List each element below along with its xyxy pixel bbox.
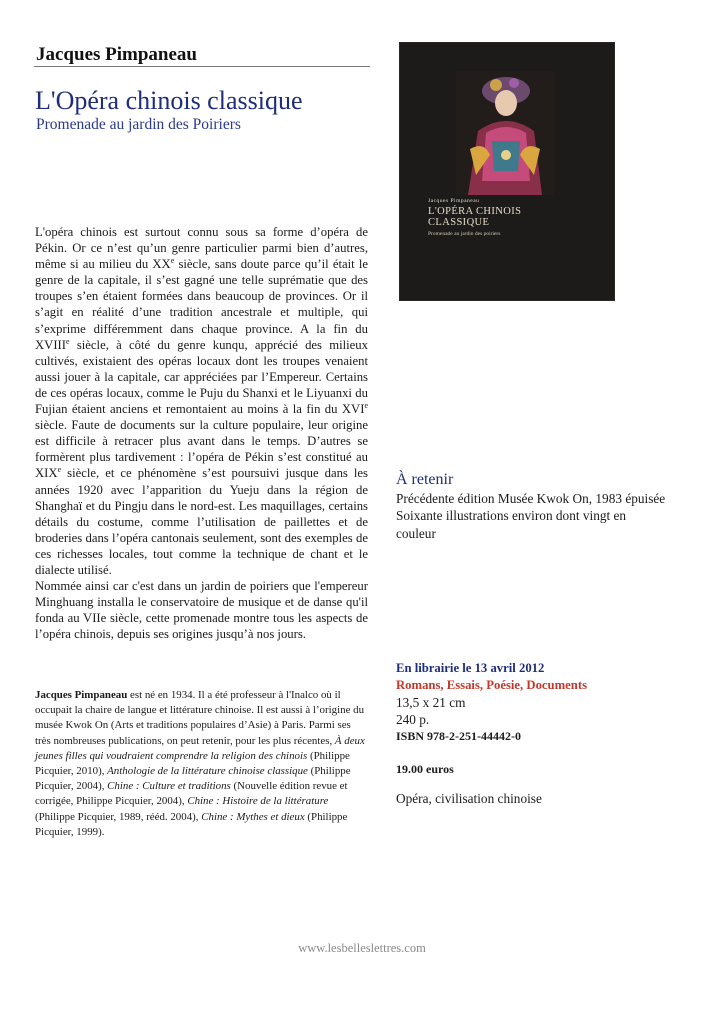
header-rule — [34, 66, 370, 67]
book-pages: 240 p. — [396, 712, 430, 727]
book-title: L'Opéra chinois classique — [35, 86, 303, 115]
book-price: 19.00 euros — [396, 762, 454, 776]
book-subject: Opéra, civilisation chinoise — [396, 791, 542, 806]
footer-url[interactable]: www.lesbelleslettres.com — [298, 941, 426, 955]
description-paragraph-2: Nommée ainsi car c'est dans un jardin de poiriers que l'empereur Minghuang installa le conservatoire de musique et de danse qu'il fonda au VIIe siècle, cette promenade montre tous les aspects de l’opéra chinois, depuis ses origines jusqu’à nos jours. — [35, 579, 368, 642]
description-paragraph-1: L'opéra chinois est surtout connu sous sa forme d’opéra de Pékin. Or ce n’est qu’un genre particulier parmi bien d’autres, même si au milieu du XXe siècle, sans doute parce qu’il était le genre de la capitale, il s’est gagné une telle suprématie que des troupes s’en étaient formées dans beaucoup de provinces. Or il s’agit en réalité d’une tradition ancestrale et multiple, qui s’exprime différemment dans chaque province. A la fin du XVIIIe siècle, à côté du genre kunqu, apprécié des milieux cultivés, existaient des opéras locaux dont les troupes venaient aussi jouer à la capitale, car appréciées par l’Empereur. Certains de ces opéras locaux, comme le Puju du Shanxi et le Liyuanxi du Fujian étaient anciens et remontaient au moins à la fin du XVIe siècle. Faute de documents sur la culture populaire, leur origine est difficile à retracer plus avant dans le temps. D’autres se formèrent plus tardivement : l’opéra de Pékin s’est constitué au XIXe siècle, et ce phénomène s’est poursuivi jusque dans les années 1920 avec l’apparition du Yueju dans la région de Shanghaï et du Pingju dans le nord-est. Les maquillages, certains détails du costume, comme l’utilisation de paillettes et de broderies dans l’opéra cantonais seulement, sont des exemples de ces richesses locales, tout comme la technique de chant et le dialecte utilisé. — [35, 225, 369, 577]
retenir-heading: À retenir — [396, 471, 454, 488]
retenir-list — [396, 490, 666, 542]
cover-opera-figure-image — [456, 71, 554, 195]
retenir-item: Précédente édition Musée Kwok On, 1983 épuisée — [396, 491, 666, 506]
book-subtitle: Promenade au jardin des Poiriers — [36, 116, 241, 133]
author-name: Jacques Pimpaneau — [36, 44, 197, 65]
cover-title-line-1: L'OPÉRA CHINOIS — [428, 206, 522, 217]
cover-author: Jacques Pimpaneau — [428, 198, 480, 204]
cover-subtitle: Promenade au jardin des poiriers — [428, 231, 501, 237]
release-date: En librairie le 13 avril 2012 — [396, 661, 545, 675]
release-category: Romans, Essais, Poésie, Documents — [396, 678, 588, 692]
book-dimensions: 13,5 x 21 cm — [396, 695, 466, 710]
bio-author-name: Jacques Pimpaneau — [35, 689, 128, 701]
book-isbn: ISBN 978-2-251-44442-0 — [396, 729, 521, 743]
author-bio: Jacques Pimpaneau est né en 1934. Il a été professeur à l'Inalco où il occupait la chaire de langue et littérature chinoise. Il est aussi à l’origine du musée Kwok On (Arts et traditions populaires d’Asie) à Paris. Parmi ses très nombreuses publications, on peut retenir, pour les plus récentes, À deux jeunes filles qui voudraient comprendre la religion des chinois (Philippe Picquier, 2010), Anthologie de la littérature chinoise classique (Philippe Picquier, 2004), Chine : Culture et traditions (Nouvelle édition revue et corrigée, Philippe Picquier, 2004), Chine : Histoire de la littérature (Philippe Picquier, 1989, rééd. 2004), Chine : Mythes et dieux (Philippe Picquier, 1999). — [35, 689, 365, 838]
retenir-item: Soixante illustrations environ dont vingt en couleur — [396, 508, 627, 541]
description — [35, 224, 368, 642]
release-info — [396, 660, 696, 807]
cover-text — [428, 198, 588, 237]
cover-title-line-2: CLASSIQUE — [428, 217, 490, 228]
